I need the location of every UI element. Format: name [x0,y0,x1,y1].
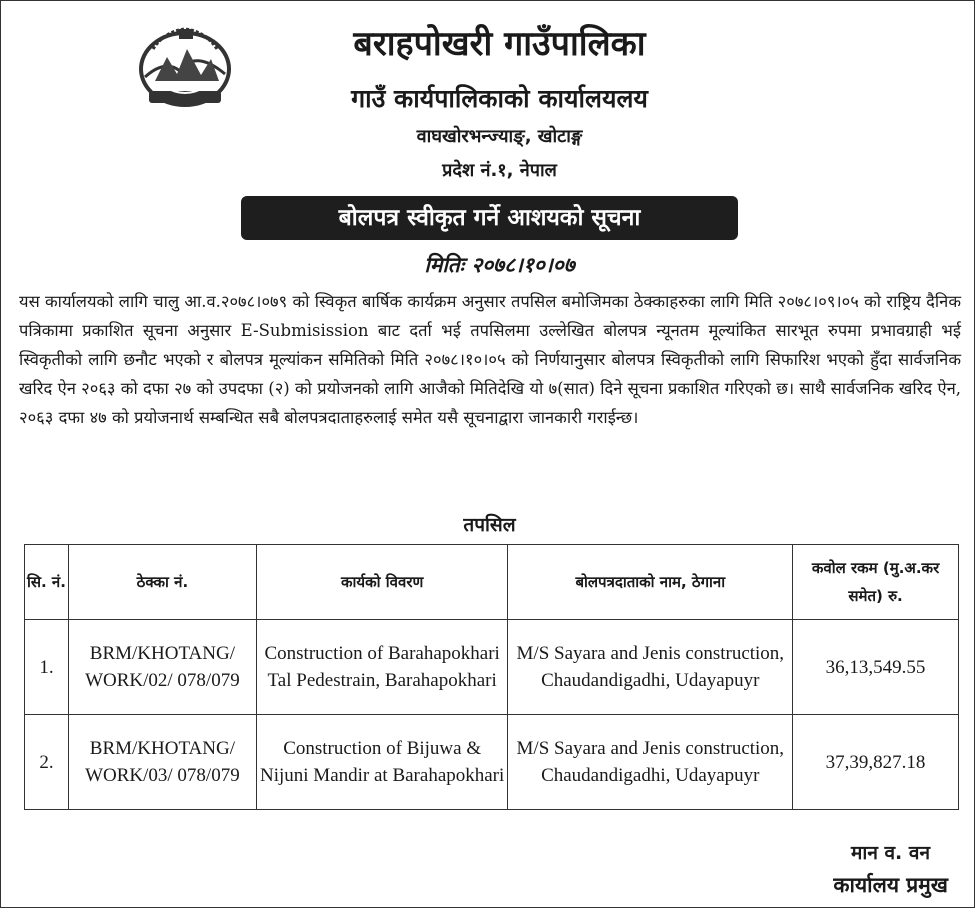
address-line2: प्रदेश नं.१, नेपाल [442,160,557,181]
column-header-sn: सि. नं. [25,545,69,620]
cell-amount: 37,39,827.18 [793,715,959,810]
table-row [25,620,959,715]
column-header-description: कार्यको विवरण [256,545,508,620]
cell-contract: BRM/KHOTANG/ WORK/03/ 078/079 [68,715,256,810]
office-name: गाउँ कार्यपालिकाको कार्यालयलय [351,84,648,113]
table-row [25,715,959,810]
notice-date: मितिः २०७८।१०।०७ [424,253,575,277]
table-heading: तपसिल [463,514,516,536]
cell-amount: 36,13,549.55 [793,620,959,715]
address-line1: वाघखोरभन्ज्याङ्, खोटाङ्ग [416,126,583,147]
cell-sn: 1. [25,620,69,715]
cell-bidder: M/S Sayara and Jenis construction, Chaudandigadhi, Udayapuyr [508,715,793,810]
cell-bidder: M/S Sayara and Jenis construction, Chaudandigadhi, Udayapuyr [508,620,793,715]
org-name: बराहपोखरी गाउँपालिका [353,24,646,64]
column-header-amount: कवोल रकम (मु.अ.कर समेत) रु. [793,545,959,620]
signatory-designation: कार्यालय प्रमुख [833,873,948,897]
column-header-contract: ठेक्का नं. [68,545,256,620]
notice-body: यस कार्यालयको लागि चालु आ.व.२०७८।०७९ को स्विकृत बार्षिक कार्यक्रम अनुसार तपसिल बमोजिमका ठेक्काहरुका लागि मिति २०७८।०९।०५ को राष्ट्रिय दैनिक पत्रिकामा प्रकाशित सूचना अनुसार E-Submisission बाट दर्ता भई तपसिलमा उल्लेखित बोलपत्र न्यूनतम मूल्यांकित सारभूत रुपमा प्रभावग्राही भई स्विकृतीको लागि छनौट भएको र बोलपत्र मूल्यांकन समितिको मिति २०७८।१०।०५ को निर्णयानुसार बोलपत्र स्विकृतीको लागि सिफारिश भएको हुँदा सार्वजनिक खरिद ऐन २०६३ को दफा २७ को उपदफा (२) को प्रयोजनको लागि आजैको मितिदेखि यो ७(सात) दिने सूचना प्रकाशित गरिएको छ। साथै सार्वजनिक खरिद ऐन, २०६३ दफा ४७ को प्रयोजनार्थ सम्बन्धित सबै बोलपत्रदाताहरुलाई समेत यसै सूचनाद्वारा जानकारी गराईन्छ। [19,292,961,427]
table-header-row [25,545,959,620]
cell-description: Construction of Barahapokhari Tal Pedestrain, Barahapokhari [256,620,508,715]
cell-description: Construction of Bijuwa & Nijuni Mandir at Barahapokhari [256,715,508,810]
notice-title-banner: बोलपत्र स्वीकृत गर्ने आशयको सूचना [241,196,738,240]
cell-contract: BRM/KHOTANG/ WORK/02/ 078/079 [68,620,256,715]
signatory-name: मान व. वन [851,842,930,864]
column-header-bidder: बोलपत्रदाताको नाम, ठेगाना [508,545,793,620]
tender-table [24,544,959,810]
cell-sn: 2. [25,715,69,810]
